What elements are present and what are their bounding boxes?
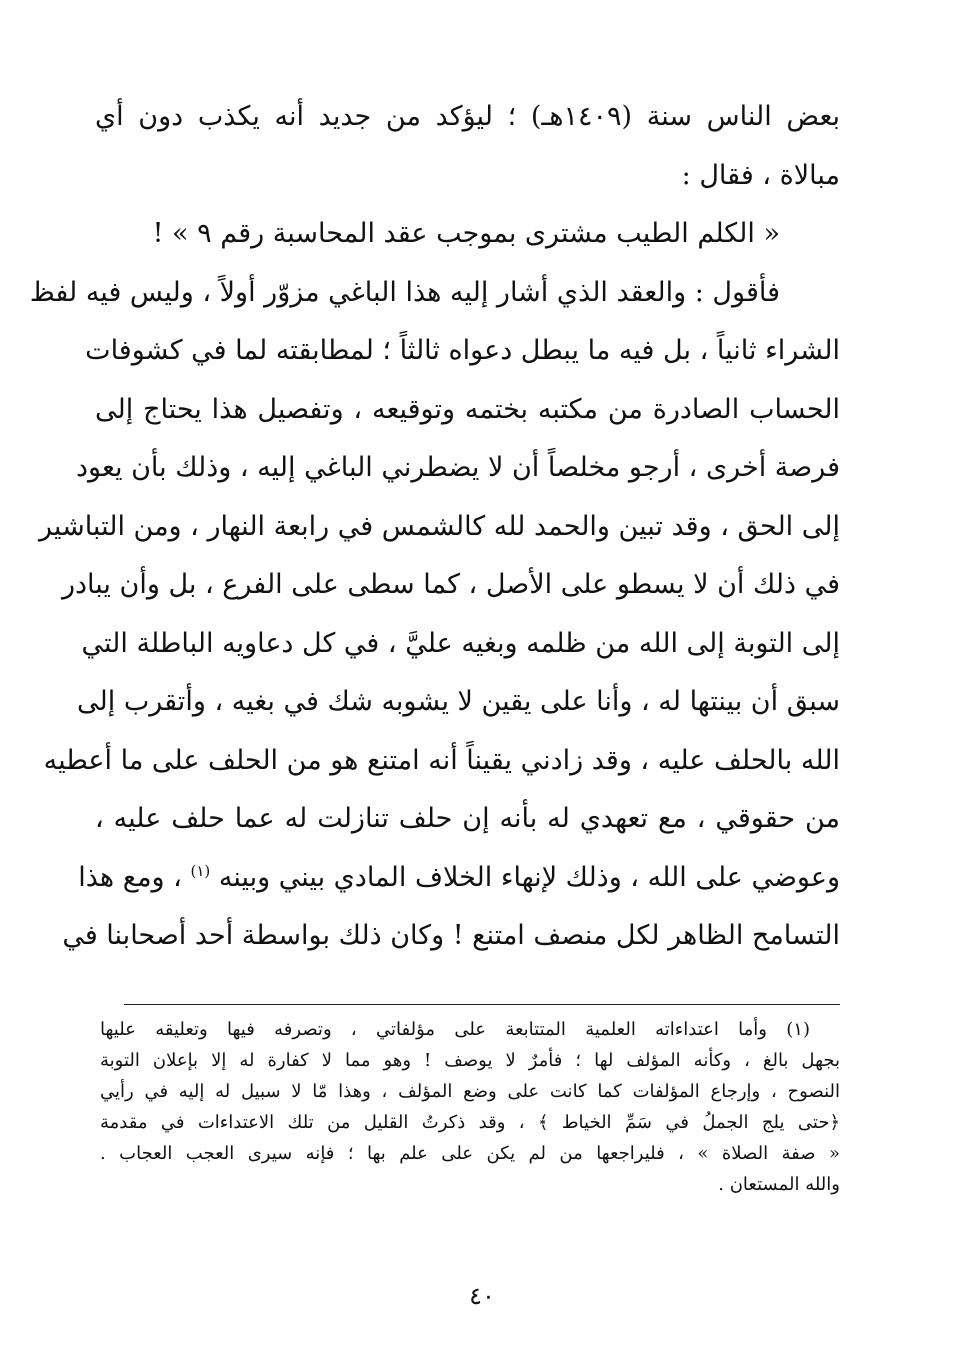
text-line: بعض الناس سنة (١٤٠٩هـ) ؛ ليؤكد من جديد أنه يكذب دون أي [95, 101, 840, 132]
footnote-line: (١) وأما اعتداءاته العلمية المتتابعة على مؤلفاتي ، وتصرفه فيها وتعليقه عليها [100, 1019, 810, 1040]
footnote-line: والله المستعان . [718, 1174, 840, 1195]
text-line: من حقوقي ، مع تعهدي له بأنه إن حلف تنازلت له عما حلف عليه ، [95, 803, 840, 834]
body-text [29, 88, 840, 966]
footnote-reference: (١) [190, 861, 211, 880]
text-line: فرصة أخرى ، أرجو مخلصاً أن لا يضطرني الباغي إليه ، وذلك بأن يعود [75, 452, 840, 483]
text-line: مبالاة ، فقال : [681, 159, 840, 191]
text-segment: ، ومع هذا [78, 861, 182, 893]
footnote-divider [124, 1004, 840, 1005]
text-line: الحساب الصادرة من مكتبه بختمه وتوقيعه ، وتفصيل هذا يحتاج إلى [95, 393, 840, 425]
text-line: التسامح الظاهر لكل منصف امتنع ! وكان ذلك بواسطة أحد أصحابنا في [62, 920, 840, 951]
main-text-block [29, 88, 840, 966]
text-line: الشراء ثانياً ، بل فيه ما يبطل دعواه ثالثاً ؛ لمطابقته لما في كشوفات [85, 335, 840, 366]
text-line: الله بالحلف عليه ، وقد زادني يقيناً أنه امتنع هو من الحلف على ما أعطيه [43, 744, 840, 776]
text-line: في ذلك أن لا يسطو على الأصل ، كما سطى على الفرع ، بل وأن يبادر [61, 569, 840, 600]
page-number: ٤٠ [469, 1282, 495, 1310]
footnote-line: النصوح ، وإرجاع المؤلفات كما كانت على وضع المؤلف ، وهذا مّا لا سبيل له إليه في رأيي [100, 1081, 840, 1102]
text-line: فأقول : والعقد الذي أشار إليه هذا الباغي مزوّر أولاً ، وليس فيه لفظ [29, 276, 780, 308]
text-line: إلى التوبة إلى الله من ظلمه وبغيه عليَّ ، في كل دعاويه الباطلة التي [81, 627, 840, 659]
text-segment: وعوضي على الله ، وذلك لإنهاء الخلاف المادي بيني وبينه [218, 861, 840, 893]
text-line: إلى الحق ، وقد تبين والحمد لله كالشمس في رابعة النهار ، ومن التباشير [39, 510, 840, 542]
text-line: سبق أن بينتها له ، وأنا على يقين لا يشوبه شك في بغيه ، وأتقرب إلى [77, 686, 840, 717]
footnote-line: « صفة الصلاة » ، فليراجعها من لم يكن على علم بها ؛ فإنه سيرى العجب العجاب . [100, 1143, 840, 1164]
text-line-with-note [78, 849, 840, 908]
quoted-statement: « الكلم الطيب مشترى بموجب عقد المحاسبة رقم ٩ » ! [152, 218, 780, 249]
footnote-line: بجهل بالغ ، وكأنه المؤلف لها ؛ فأمرٌ لا يوصف ! وهو مما لا كفارة له إلا بإعلان التوبة [100, 1050, 840, 1071]
footnote-line: ﴿حتى يلج الجملُ في سَمِّ الخياط ﴾ ، وقد ذكرتُ القليل من تلك الاعتداءات في مقدمة [100, 1112, 840, 1133]
footnote-block [100, 1014, 840, 1200]
